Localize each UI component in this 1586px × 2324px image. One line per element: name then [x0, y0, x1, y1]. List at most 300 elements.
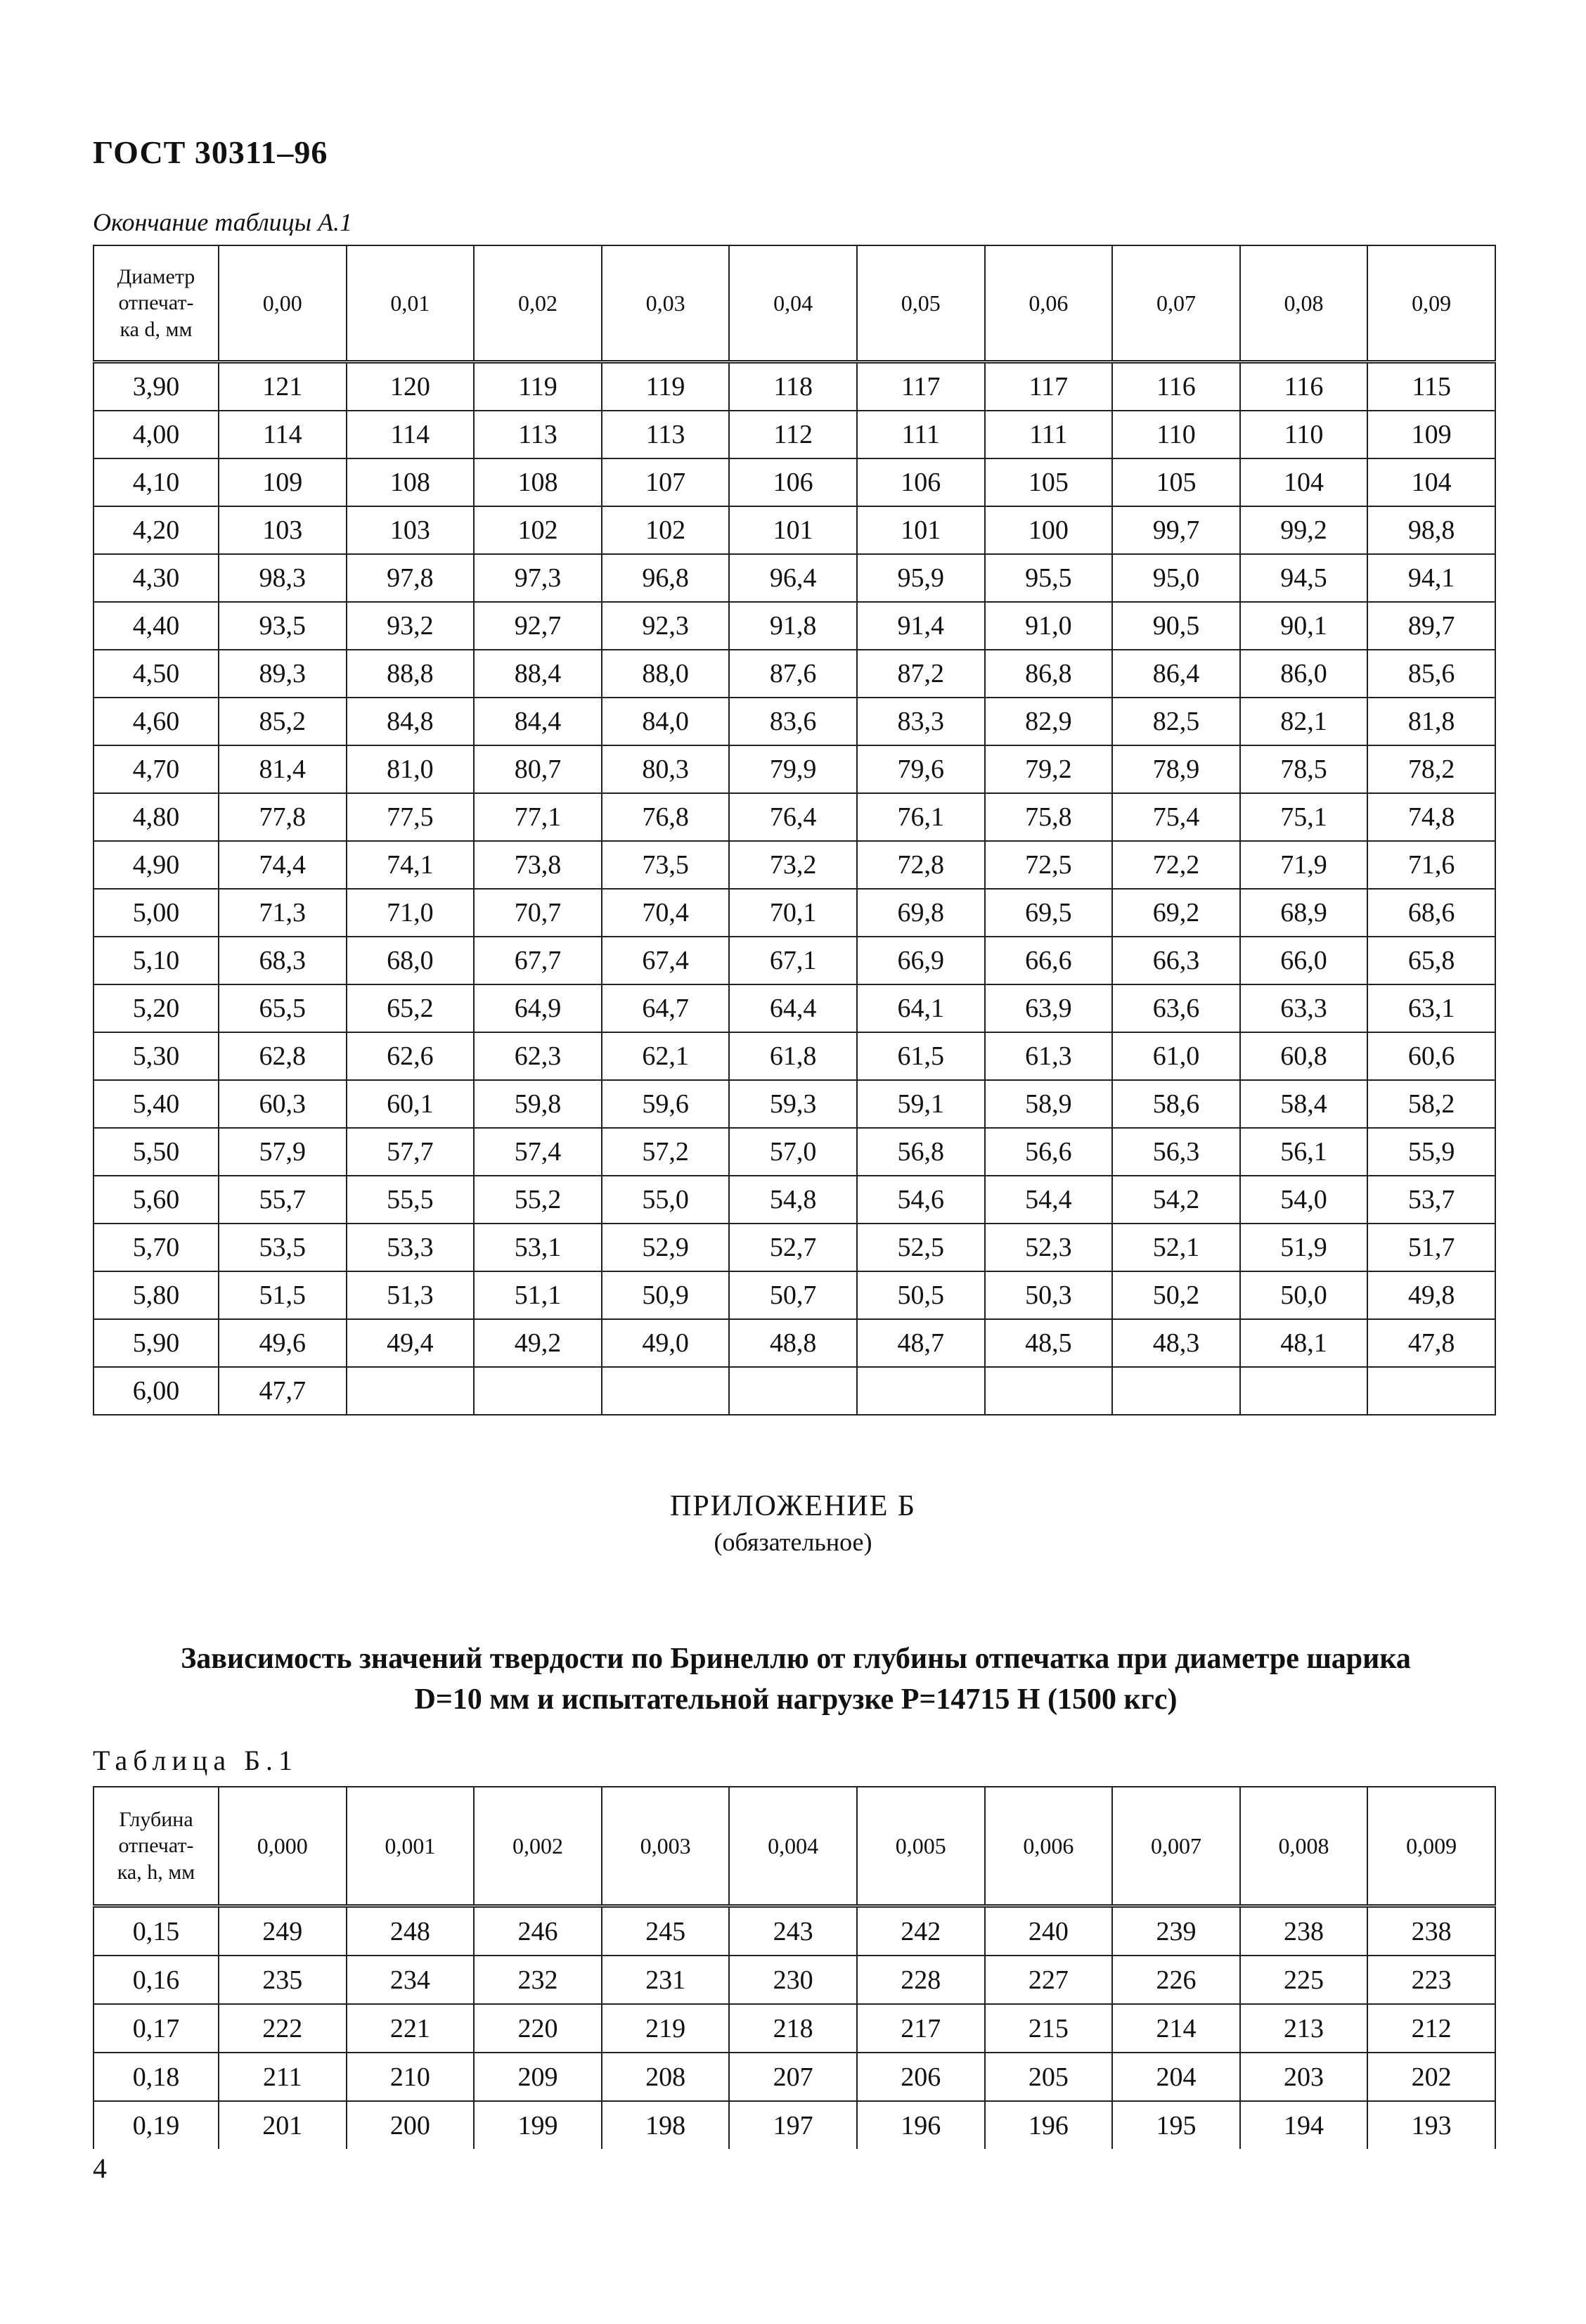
value-cell: 248 [347, 1906, 475, 1956]
table-row [94, 889, 1495, 937]
table-header-row [94, 245, 1495, 362]
value-cell: 118 [729, 362, 857, 411]
value-cell: 119 [474, 362, 602, 411]
value-cell: 48,5 [985, 1319, 1113, 1367]
value-cell: 74,4 [219, 841, 347, 889]
value-cell: 53,7 [1367, 1176, 1495, 1224]
column-header: 0,006 [985, 1787, 1113, 1906]
value-cell: 201 [219, 2101, 347, 2149]
value-cell: 96,4 [729, 554, 857, 602]
value-cell: 88,8 [347, 650, 475, 698]
value-cell: 107 [602, 458, 730, 506]
value-cell: 249 [219, 1906, 347, 1956]
row-label-cell: 4,70 [94, 745, 219, 793]
value-cell: 91,8 [729, 602, 857, 650]
value-cell: 109 [219, 458, 347, 506]
value-cell: 68,0 [347, 937, 475, 984]
column-header: 0,05 [857, 245, 985, 362]
value-cell: 81,8 [1367, 698, 1495, 745]
row-label-cell: 4,30 [94, 554, 219, 602]
value-cell: 51,1 [474, 1271, 602, 1319]
row-label-cell: 4,50 [94, 650, 219, 698]
value-cell: 86,8 [985, 650, 1113, 698]
value-cell: 246 [474, 1906, 602, 1956]
value-cell: 65,8 [1367, 937, 1495, 984]
value-cell: 56,8 [857, 1128, 985, 1176]
row-label-cell: 5,50 [94, 1128, 219, 1176]
value-cell: 56,1 [1240, 1128, 1368, 1176]
value-cell: 117 [985, 362, 1113, 411]
row-header-label-line: Диаметр [117, 264, 195, 288]
row-label-cell: 4,10 [94, 458, 219, 506]
column-header: 0,07 [1112, 245, 1240, 362]
row-label-cell: 5,20 [94, 984, 219, 1032]
row-label-cell: 4,60 [94, 698, 219, 745]
value-cell: 69,2 [1112, 889, 1240, 937]
table-row [94, 506, 1495, 554]
value-cell: 221 [347, 2004, 475, 2053]
value-cell: 225 [1240, 1956, 1368, 2004]
value-cell: 101 [857, 506, 985, 554]
value-cell: 70,4 [602, 889, 730, 937]
column-header: 0,02 [474, 245, 602, 362]
value-cell: 60,3 [219, 1080, 347, 1128]
value-cell: 87,6 [729, 650, 857, 698]
value-cell: 78,2 [1367, 745, 1495, 793]
value-cell: 68,6 [1367, 889, 1495, 937]
value-cell: 54,0 [1240, 1176, 1368, 1224]
appendix-heading-line1: Зависимость значений твердости по Бринеллю от глубины отпечатка при диаметре шарика [181, 1643, 1411, 1675]
value-cell: 58,4 [1240, 1080, 1368, 1128]
value-cell: 235 [219, 1956, 347, 2004]
value-cell: 65,5 [219, 984, 347, 1032]
appendix-title: ПРИЛОЖЕНИЕ Б [669, 1490, 916, 1522]
value-cell: 103 [347, 506, 475, 554]
column-header: 0,004 [729, 1787, 857, 1906]
value-cell: 84,4 [474, 698, 602, 745]
value-cell: 113 [474, 411, 602, 458]
column-header: 0,002 [474, 1787, 602, 1906]
value-cell: 52,9 [602, 1224, 730, 1271]
value-cell: 77,1 [474, 793, 602, 841]
value-cell: 196 [985, 2101, 1113, 2149]
value-cell: 234 [347, 1956, 475, 2004]
value-cell: 67,7 [474, 937, 602, 984]
value-cell: 220 [474, 2004, 602, 2053]
value-cell: 116 [1112, 362, 1240, 411]
value-cell: 63,6 [1112, 984, 1240, 1032]
row-header-label-line: ка, h, мм [117, 1860, 195, 1884]
value-cell [857, 1367, 985, 1415]
value-cell: 78,9 [1112, 745, 1240, 793]
value-cell: 213 [1240, 2004, 1368, 2053]
value-cell: 217 [857, 2004, 985, 2053]
value-cell: 64,4 [729, 984, 857, 1032]
row-label-cell: 0,16 [94, 1956, 219, 2004]
row-label-cell: 4,80 [94, 793, 219, 841]
value-cell: 230 [729, 1956, 857, 2004]
value-cell: 74,8 [1367, 793, 1495, 841]
value-cell: 60,1 [347, 1080, 475, 1128]
value-cell: 76,1 [857, 793, 985, 841]
value-cell: 73,8 [474, 841, 602, 889]
value-cell: 53,5 [219, 1224, 347, 1271]
value-cell: 91,4 [857, 602, 985, 650]
row-label-cell: 3,90 [94, 362, 219, 411]
value-cell: 81,4 [219, 745, 347, 793]
value-cell: 243 [729, 1906, 857, 1956]
value-cell: 88,4 [474, 650, 602, 698]
value-cell: 96,8 [602, 554, 730, 602]
value-cell: 57,0 [729, 1128, 857, 1176]
value-cell: 211 [219, 2053, 347, 2101]
value-cell: 54,2 [1112, 1176, 1240, 1224]
table-row [94, 841, 1495, 889]
table-row [94, 2101, 1495, 2149]
value-cell: 54,8 [729, 1176, 857, 1224]
value-cell: 101 [729, 506, 857, 554]
value-cell: 75,8 [985, 793, 1113, 841]
table-row [94, 1271, 1495, 1319]
value-cell: 91,0 [985, 602, 1113, 650]
value-cell: 51,5 [219, 1271, 347, 1319]
value-cell: 95,9 [857, 554, 985, 602]
value-cell: 227 [985, 1956, 1113, 2004]
value-cell: 50,0 [1240, 1271, 1368, 1319]
value-cell: 52,1 [1112, 1224, 1240, 1271]
value-cell: 68,3 [219, 937, 347, 984]
table-row [94, 1032, 1495, 1080]
value-cell: 62,6 [347, 1032, 475, 1080]
value-cell: 232 [474, 1956, 602, 2004]
value-cell: 114 [219, 411, 347, 458]
value-cell: 70,7 [474, 889, 602, 937]
value-cell: 90,1 [1240, 602, 1368, 650]
value-cell: 102 [474, 506, 602, 554]
value-cell: 53,3 [347, 1224, 475, 1271]
value-cell: 83,6 [729, 698, 857, 745]
value-cell: 93,2 [347, 602, 475, 650]
value-cell: 50,5 [857, 1271, 985, 1319]
value-cell: 97,3 [474, 554, 602, 602]
column-header: 0,008 [1240, 1787, 1368, 1906]
value-cell: 62,1 [602, 1032, 730, 1080]
value-cell: 98,8 [1367, 506, 1495, 554]
row-label-cell: 4,40 [94, 602, 219, 650]
value-cell: 51,7 [1367, 1224, 1495, 1271]
value-cell [474, 1367, 602, 1415]
value-cell: 117 [857, 362, 985, 411]
table-row [94, 2004, 1495, 2053]
value-cell: 68,9 [1240, 889, 1368, 937]
value-cell: 84,8 [347, 698, 475, 745]
value-cell: 83,3 [857, 698, 985, 745]
value-cell: 87,2 [857, 650, 985, 698]
row-label-cell: 4,90 [94, 841, 219, 889]
value-cell: 228 [857, 1956, 985, 2004]
row-label-cell: 5,10 [94, 937, 219, 984]
value-cell: 60,8 [1240, 1032, 1368, 1080]
value-cell: 58,9 [985, 1080, 1113, 1128]
column-header: 0,007 [1112, 1787, 1240, 1906]
value-cell: 82,1 [1240, 698, 1368, 745]
value-cell [1240, 1367, 1368, 1415]
value-cell: 66,6 [985, 937, 1113, 984]
value-cell: 66,9 [857, 937, 985, 984]
value-cell: 121 [219, 362, 347, 411]
value-cell: 48,8 [729, 1319, 857, 1367]
value-cell: 47,8 [1367, 1319, 1495, 1367]
value-cell: 61,3 [985, 1032, 1113, 1080]
value-cell: 111 [985, 411, 1113, 458]
value-cell: 88,0 [602, 650, 730, 698]
value-cell: 69,8 [857, 889, 985, 937]
value-cell [1367, 1367, 1495, 1415]
row-header-label-line: ка d, мм [120, 317, 193, 341]
table-header-row [94, 1787, 1495, 1906]
value-cell: 200 [347, 2101, 475, 2149]
value-cell: 67,1 [729, 937, 857, 984]
value-cell: 63,3 [1240, 984, 1368, 1032]
value-cell: 57,4 [474, 1128, 602, 1176]
row-label-cell: 0,15 [94, 1906, 219, 1956]
value-cell: 238 [1367, 1906, 1495, 1956]
row-header-label-line: отпечат- [118, 291, 194, 315]
table-row [94, 362, 1495, 411]
value-cell: 85,2 [219, 698, 347, 745]
value-cell: 72,8 [857, 841, 985, 889]
value-cell: 120 [347, 362, 475, 411]
value-cell: 212 [1367, 2004, 1495, 2053]
value-cell: 85,6 [1367, 650, 1495, 698]
row-label-cell: 0,18 [94, 2053, 219, 2101]
value-cell: 55,2 [474, 1176, 602, 1224]
table-row [94, 1906, 1495, 1956]
row-header-label-line: Глубина [119, 1807, 193, 1831]
value-cell: 53,1 [474, 1224, 602, 1271]
value-cell: 98,3 [219, 554, 347, 602]
value-cell: 196 [857, 2101, 985, 2149]
value-cell: 231 [602, 1956, 730, 2004]
value-cell: 79,9 [729, 745, 857, 793]
value-cell: 72,2 [1112, 841, 1240, 889]
value-cell: 197 [729, 2101, 857, 2149]
document-code: ГОСТ 30311–96 [93, 134, 328, 170]
value-cell: 84,0 [602, 698, 730, 745]
value-cell: 78,5 [1240, 745, 1368, 793]
value-cell: 58,6 [1112, 1080, 1240, 1128]
column-header: 0,03 [602, 245, 730, 362]
value-cell: 64,1 [857, 984, 985, 1032]
value-cell: 51,9 [1240, 1224, 1368, 1271]
value-cell: 76,4 [729, 793, 857, 841]
value-cell: 99,7 [1112, 506, 1240, 554]
value-cell: 240 [985, 1906, 1113, 1956]
value-cell: 109 [1367, 411, 1495, 458]
value-cell: 82,9 [985, 698, 1113, 745]
value-cell: 79,6 [857, 745, 985, 793]
column-header: 0,04 [729, 245, 857, 362]
value-cell: 49,6 [219, 1319, 347, 1367]
value-cell: 59,8 [474, 1080, 602, 1128]
value-cell: 55,9 [1367, 1128, 1495, 1176]
column-header: 0,08 [1240, 245, 1368, 362]
value-cell: 80,7 [474, 745, 602, 793]
value-cell: 64,7 [602, 984, 730, 1032]
column-header: 0,003 [602, 1787, 730, 1906]
value-cell [985, 1367, 1113, 1415]
value-cell: 66,3 [1112, 937, 1240, 984]
value-cell: 50,9 [602, 1271, 730, 1319]
table-row [94, 1367, 1495, 1415]
value-cell: 57,7 [347, 1128, 475, 1176]
value-cell: 82,5 [1112, 698, 1240, 745]
row-header-label-line: отпечат- [118, 1834, 194, 1858]
value-cell: 69,5 [985, 889, 1113, 937]
row-label-cell: 4,20 [94, 506, 219, 554]
value-cell: 89,7 [1367, 602, 1495, 650]
value-cell: 48,1 [1240, 1319, 1368, 1367]
table-row [94, 1128, 1495, 1176]
row-label-cell: 0,19 [94, 2101, 219, 2149]
value-cell: 112 [729, 411, 857, 458]
value-cell: 113 [602, 411, 730, 458]
value-cell: 239 [1112, 1906, 1240, 1956]
column-header: 0,00 [219, 245, 347, 362]
value-cell: 203 [1240, 2053, 1368, 2101]
value-cell: 204 [1112, 2053, 1240, 2101]
value-cell: 74,1 [347, 841, 475, 889]
table-row [94, 554, 1495, 602]
value-cell: 59,3 [729, 1080, 857, 1128]
value-cell: 52,5 [857, 1224, 985, 1271]
value-cell: 56,6 [985, 1128, 1113, 1176]
value-cell: 100 [985, 506, 1113, 554]
value-cell: 62,8 [219, 1032, 347, 1080]
value-cell: 76,8 [602, 793, 730, 841]
value-cell: 48,3 [1112, 1319, 1240, 1367]
value-cell: 115 [1367, 362, 1495, 411]
value-cell: 49,8 [1367, 1271, 1495, 1319]
value-cell: 245 [602, 1906, 730, 1956]
value-cell: 75,1 [1240, 793, 1368, 841]
value-cell: 108 [474, 458, 602, 506]
value-cell [347, 1367, 475, 1415]
value-cell: 202 [1367, 2053, 1495, 2101]
value-cell: 116 [1240, 362, 1368, 411]
value-cell: 106 [729, 458, 857, 506]
row-header-label [94, 1787, 219, 1906]
value-cell: 80,3 [602, 745, 730, 793]
table-row [94, 1176, 1495, 1224]
value-cell: 49,0 [602, 1319, 730, 1367]
table-row [94, 1956, 1495, 2004]
value-cell: 103 [219, 506, 347, 554]
value-cell: 52,7 [729, 1224, 857, 1271]
value-cell: 95,5 [985, 554, 1113, 602]
value-cell: 205 [985, 2053, 1113, 2101]
row-label-cell: 5,00 [94, 889, 219, 937]
value-cell: 119 [602, 362, 730, 411]
value-cell: 90,5 [1112, 602, 1240, 650]
value-cell [729, 1367, 857, 1415]
value-cell: 223 [1367, 1956, 1495, 2004]
value-cell: 49,2 [474, 1319, 602, 1367]
value-cell: 55,0 [602, 1176, 730, 1224]
value-cell: 105 [985, 458, 1113, 506]
table-row [94, 984, 1495, 1032]
table-row [94, 411, 1495, 458]
value-cell: 52,3 [985, 1224, 1113, 1271]
table-b1 [93, 1786, 1496, 2149]
column-header: 0,005 [857, 1787, 985, 1906]
value-cell: 89,3 [219, 650, 347, 698]
column-header: 0,01 [347, 245, 475, 362]
row-label-cell: 6,00 [94, 1367, 219, 1415]
value-cell: 71,3 [219, 889, 347, 937]
value-cell: 62,3 [474, 1032, 602, 1080]
value-cell: 71,9 [1240, 841, 1368, 889]
value-cell: 61,0 [1112, 1032, 1240, 1080]
value-cell: 71,0 [347, 889, 475, 937]
value-cell: 47,7 [219, 1367, 347, 1415]
appendix-heading [93, 1638, 1499, 1720]
value-cell: 208 [602, 2053, 730, 2101]
value-cell: 77,8 [219, 793, 347, 841]
value-cell: 50,7 [729, 1271, 857, 1319]
value-cell: 71,6 [1367, 841, 1495, 889]
value-cell: 207 [729, 2053, 857, 2101]
value-cell: 95,0 [1112, 554, 1240, 602]
value-cell: 54,6 [857, 1176, 985, 1224]
value-cell: 193 [1367, 2101, 1495, 2149]
value-cell: 66,0 [1240, 937, 1368, 984]
value-cell: 106 [857, 458, 985, 506]
value-cell: 63,1 [1367, 984, 1495, 1032]
value-cell: 75,4 [1112, 793, 1240, 841]
value-cell: 94,5 [1240, 554, 1368, 602]
column-header: 0,09 [1367, 245, 1495, 362]
table-row [94, 650, 1495, 698]
value-cell: 55,7 [219, 1176, 347, 1224]
value-cell: 114 [347, 411, 475, 458]
page-number: 4 [93, 2152, 107, 2184]
value-cell: 97,8 [347, 554, 475, 602]
value-cell: 215 [985, 2004, 1113, 2053]
table-row [94, 602, 1495, 650]
value-cell: 226 [1112, 1956, 1240, 2004]
value-cell: 210 [347, 2053, 475, 2101]
value-cell: 93,5 [219, 602, 347, 650]
row-label-cell: 5,60 [94, 1176, 219, 1224]
value-cell: 64,9 [474, 984, 602, 1032]
value-cell: 50,2 [1112, 1271, 1240, 1319]
table-row [94, 1224, 1495, 1271]
value-cell: 61,5 [857, 1032, 985, 1080]
table-row [94, 698, 1495, 745]
value-cell: 51,3 [347, 1271, 475, 1319]
value-cell: 77,5 [347, 793, 475, 841]
value-cell: 92,3 [602, 602, 730, 650]
column-header: 0,001 [347, 1787, 475, 1906]
value-cell: 195 [1112, 2101, 1240, 2149]
column-header: 0,000 [219, 1787, 347, 1906]
value-cell: 67,4 [602, 937, 730, 984]
value-cell: 198 [602, 2101, 730, 2149]
appendix-heading-line2: D=10 мм и испытательной нагрузке P=14715 Н (1500 кгс) [414, 1683, 1178, 1716]
value-cell: 72,5 [985, 841, 1113, 889]
value-cell: 206 [857, 2053, 985, 2101]
